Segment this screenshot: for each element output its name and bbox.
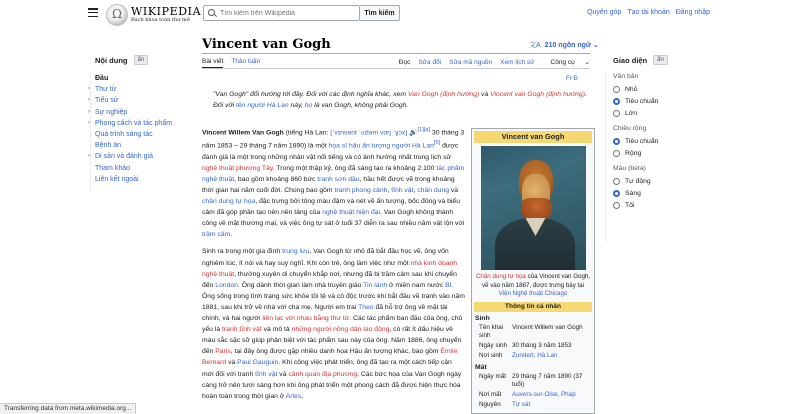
toc-item-process[interactable]: Quá trình sáng tác: [95, 131, 153, 139]
radio-icon: [613, 202, 620, 209]
logo-tagline: Bách khoa toàn thư mở: [131, 17, 190, 23]
toc-item-legacy[interactable]: › Di sản và đánh giá: [95, 151, 190, 162]
inline-link[interactable]: Bỉ: [445, 281, 452, 289]
infobox-row: Tên khai sinh Vincent Willem van Gogh: [479, 323, 583, 339]
inline-link[interactable]: nhà kinh doanh nghệ thuật: [202, 259, 458, 278]
inline-link[interactable]: Tin lành: [363, 281, 388, 289]
inline-link[interactable]: những người nông dân lao động: [291, 326, 390, 334]
infobox-row: Ngày mất 29 tháng 7 năm 1890 (37 tuổi): [479, 372, 583, 388]
infobox-row: Ngày sinh 30 tháng 3 năm 1853: [479, 341, 572, 349]
text-option-small[interactable]: Nhỏ: [613, 83, 703, 95]
tab-edit-source[interactable]: Sửa mã nguồn: [449, 59, 493, 66]
main-menu-icon[interactable]: [88, 8, 98, 17]
view-tabs: [391, 58, 590, 66]
inline-link[interactable]: trầm cảm: [202, 231, 231, 239]
article-body: [202, 125, 465, 408]
translate-icon: 文A: [529, 42, 541, 49]
chevron-right-icon[interactable]: ›: [88, 86, 90, 93]
birthplace-link[interactable]: Zundert, Hà Lan: [512, 351, 558, 359]
infobox-title: Vincent van Gogh: [474, 131, 592, 143]
browser-status-bar: Transferring data from meta.wikimedia.org...: [0, 403, 136, 414]
inline-link[interactable]: tác phẩm nghệ thuật: [202, 164, 465, 183]
deathplace-link[interactable]: Auvers-sur-Oise, Pháp: [512, 390, 576, 398]
color-option-light[interactable]: Sáng: [613, 187, 703, 199]
tab-history[interactable]: Xem lịch sử: [500, 59, 535, 66]
caption-link[interactable]: Viện Nghệ thuật Chicago: [498, 290, 568, 297]
inline-link[interactable]: Paul Gauguin: [237, 359, 279, 367]
caption-link[interactable]: Chân dung tự họa: [475, 273, 526, 280]
chevron-down-icon: ⌄: [592, 42, 599, 49]
color-option-dark[interactable]: Tối: [613, 199, 703, 211]
create-account-link[interactable]: Tạo tài khoản: [627, 9, 670, 16]
wikipedia-globe-icon[interactable]: [106, 4, 128, 26]
hatnote-link[interactable]: Vincent van Gogh (định hướng): [490, 91, 585, 98]
radio-icon: [613, 138, 620, 145]
radio-icon: [613, 190, 620, 197]
inline-link[interactable]: trung lưu: [282, 248, 310, 256]
inline-link[interactable]: chân dung tự họa: [202, 198, 256, 206]
infobox-section-personal: Thông tin cá nhân: [474, 302, 592, 312]
user-links: [581, 9, 710, 16]
chevron-right-icon[interactable]: ›: [88, 97, 90, 104]
reference-link[interactable]: [1][a]: [417, 127, 431, 133]
appearance-divider: [605, 72, 606, 242]
inline-link[interactable]: tranh sơn dầu: [317, 175, 360, 183]
search-box[interactable]: [203, 5, 360, 21]
inline-link[interactable]: tĩnh vật: [391, 187, 414, 194]
tab-read[interactable]: Đọc: [399, 59, 411, 69]
toc-divider: [90, 72, 91, 192]
color-label: Màu (beta): [613, 165, 646, 172]
search-icon: [208, 9, 217, 18]
tab-talk[interactable]: Thảo luận: [231, 58, 261, 65]
toc-title: Nội dung: [95, 55, 128, 65]
paragraph-early-life: Sinh ra trong một gia đình trung lưu, Van Gogh từ nhỏ đã bắt đầu học vẽ, ông vốn nghiêm túc, ít nói và hay suy nghĩ. Khi còn trẻ, ông làm việc như một nhà kinh doanh nghệ thuật, thường xuyên di chuyển khắp nơi, nhưng đã bị trầm cảm sau khi chuyển đến London. Ông dành thời gian làm nhà truyền giáo Tin lành ở miền nam nước Bỉ. Ông sống trong tình trạng sức khỏe tồi tệ và cô độc trước khi bắt đầu vẽ tranh vào năm 1881, sau khi trở về nhà với cha mẹ. Người em trai Theo đã hỗ trợ ông về mặt tài chính, và hai người liên lạc với nhau bằng thư từ. Các tác phẩm ban đầu của ông, chủ yếu là tranh tĩnh vật và mô tả những người nông dân lao động, có rất ít dấu hiệu về màu sắc sặc sỡ giúp phân biệt với tác phẩm sau này của ông. Năm 1886, ông chuyển đến Paris, tại đây ông được gặp nhiều danh họa Hậu ấn tượng khác, bao gồm Émile Bernard và Paul Gauguin. Khi công việc phát triển, ông đã tạo ra một cách tiếp cận mới đối với tranh tĩnh vật và cảnh quan địa phương. Các bức họa của Van Gogh ngày càng trở nên tươi sáng hơn khi ông phát triển một phong cách đã được hiện thực hóa hoàn toàn trong thời gian ở Arles,: [202, 248, 465, 400]
ipa-link[interactable]: [ˈvɪnsənt ˈʋɪləm vɑŋ ˈɣɔx] 🔊: [330, 129, 418, 137]
chevron-down-icon: ⌄: [584, 59, 590, 66]
chevron-right-icon[interactable]: ›: [88, 153, 90, 160]
tab-edit[interactable]: Sửa đổi: [418, 59, 442, 66]
cause-link[interactable]: Tự sát: [512, 400, 531, 408]
self-portrait-image[interactable]: [481, 146, 586, 270]
language-button[interactable]: 文A 210 ngôn ngữ ⌄: [529, 42, 599, 49]
toc-hide-button[interactable]: ẩn: [134, 55, 149, 65]
table-of-contents: [88, 55, 190, 185]
namespace-tabs: [202, 58, 268, 65]
radio-icon: [613, 150, 620, 157]
search-button[interactable]: Tìm kiếm: [360, 5, 400, 21]
radio-icon: [613, 98, 620, 105]
tab-article[interactable]: Bài viết: [202, 58, 223, 68]
infobox-group-birth: Sinh: [475, 314, 490, 322]
toc-item-letters[interactable]: › Thư từ: [95, 84, 190, 95]
reference-link[interactable]: [5]: [433, 140, 441, 147]
inline-link[interactable]: nghệ thuật hiện đại: [322, 209, 381, 217]
hatnote-link[interactable]: tên người Hà Lan: [236, 101, 289, 109]
inline-link[interactable]: họa sĩ hậu ấn tượng người Hà Lan: [328, 142, 434, 150]
inline-link[interactable]: Paris: [215, 348, 231, 356]
search-input[interactable]: [220, 10, 355, 17]
toc-item-external-links[interactable]: Liên kết ngoài: [95, 175, 139, 183]
appearance-title: Giao diện: [613, 55, 648, 65]
hatnote-link[interactable]: Van Gogh (định hướng): [407, 91, 480, 98]
toc-item-biography[interactable]: › Tiểu sử: [95, 95, 190, 106]
title-divider: [202, 53, 590, 54]
text-option-standard[interactable]: Tiêu chuẩn: [613, 95, 703, 107]
infobox: [471, 128, 595, 414]
site-header: [0, 0, 800, 28]
radio-icon: [613, 86, 620, 93]
logo-wordmark[interactable]: WIKIPEDIA: [131, 5, 202, 18]
text-option-large[interactable]: Lớn: [613, 107, 703, 119]
width-option-wide[interactable]: Rộng: [613, 147, 703, 159]
script-toggle[interactable]: Fr Đ: [566, 76, 578, 82]
tab-divider: [202, 68, 590, 69]
login-link[interactable]: Đăng nhập: [675, 9, 710, 16]
appearance-hide-button[interactable]: ẩn: [653, 55, 668, 65]
appearance-panel: [613, 55, 703, 211]
inline-link[interactable]: Émile Bernard: [202, 348, 458, 367]
chevron-right-icon[interactable]: ›: [88, 119, 90, 126]
width-option-standard[interactable]: Tiêu chuẩn: [613, 135, 703, 147]
text-size-label: Văn bản: [613, 73, 639, 80]
toc-item-references[interactable]: Tham khảo: [95, 164, 131, 172]
radio-icon: [613, 110, 620, 117]
inline-link[interactable]: tĩnh vật: [255, 370, 278, 378]
inline-link[interactable]: tranh tĩnh vật: [222, 326, 262, 334]
infobox-group-death: Mất: [475, 363, 487, 371]
color-option-auto[interactable]: Tự động: [613, 175, 703, 187]
donate-link[interactable]: Quyên góp: [587, 9, 622, 16]
inline-link[interactable]: Arles: [285, 392, 302, 400]
toc-item-style[interactable]: › Phong cách và tác phẩm: [95, 118, 190, 129]
inline-link[interactable]: Theo: [358, 303, 374, 311]
infobox-caption: Chân dung tự họa của Vincent van Gogh, vẽ vào năm 1887, được trưng bày tại Viện Nghệ thuật Chicago: [475, 273, 591, 297]
tools-menu[interactable]: Công cụ ⌄: [550, 59, 590, 66]
paragraph-lead: Vincent Willem Van Gogh (tiếng Hà Lan: [ˈvɪnsənt ˈʋɪləm vɑŋ ˈɣɔx] 🔊[1][a] 30 tháng 3 năm 1853 – 29 tháng 7 năm 1890) là một họa sĩ hậu ấn tượng người Hà Lan[5] được đánh giá là một trong những nhân vật nổi tiếng và có ảnh hưởng nhất trong lịch sử nghệ thuật phương Tây. Trong một thập kỷ, ông đã sáng tạo ra khoảng 2.100 tác phẩm nghệ thuật, bao gồm khoảng 860 bức tranh sơn dầu, hầu hết được vẽ trong khoảng thời gian hai năm cuối đời. Chúng bao gồm tranh phong cảnh, tĩnh vật, chân dung và chân dung tự họa, đặc trưng bởi tông màu đậm và nét vẽ ấn tượng, bốc đồng và biểu cảm đã góp phần tạo nên nền tảng của nghệ thuật hiện đại. Van Gogh không thành công về mặt thương mại, và việc ông tự sát ở tuổi 37 diễn ra sau nhiều năm vật lộn với trầm cảm.: [202, 127, 465, 239]
inline-link[interactable]: tranh phong cảnh: [334, 187, 388, 194]
radio-icon: [613, 178, 620, 185]
infobox-row: Nơi mất Auvers-sur-Oise, Pháp: [472, 390, 594, 400]
toc-item-illness[interactable]: Bệnh án: [95, 142, 122, 150]
width-label: Chiều rộng: [613, 125, 647, 132]
toc-item-career[interactable]: › Sự nghiệp: [95, 107, 190, 118]
inline-link[interactable]: nghệ thuật phương Tây: [202, 164, 273, 172]
page-title: Vincent van Gogh: [202, 37, 331, 52]
infobox-row: Nơi sinh Zundert, Hà Lan: [472, 351, 594, 361]
infobox-row: Nguyên Tự sát: [472, 400, 594, 410]
inline-link[interactable]: chân dung: [417, 187, 450, 194]
inline-link[interactable]: cảnh quan địa phương: [288, 370, 358, 378]
chevron-right-icon[interactable]: ›: [88, 108, 90, 115]
inline-link[interactable]: London: [215, 281, 238, 289]
toc-item-top[interactable]: Đầu: [95, 75, 109, 82]
inline-link[interactable]: liên lạc với nhau bằng thư từ: [262, 315, 350, 323]
hatnote-link[interactable]: họ: [304, 101, 313, 109]
hatnote: "Van Gogh" đổi hướng tới đây. Đối với các định nghĩa khác, xem Van Gogh (định hướng) và Vincent van Gogh (định hướng). Đối với tên người Hà Lan này, họ là van Gogh, không phải Gogh.: [213, 91, 587, 109]
